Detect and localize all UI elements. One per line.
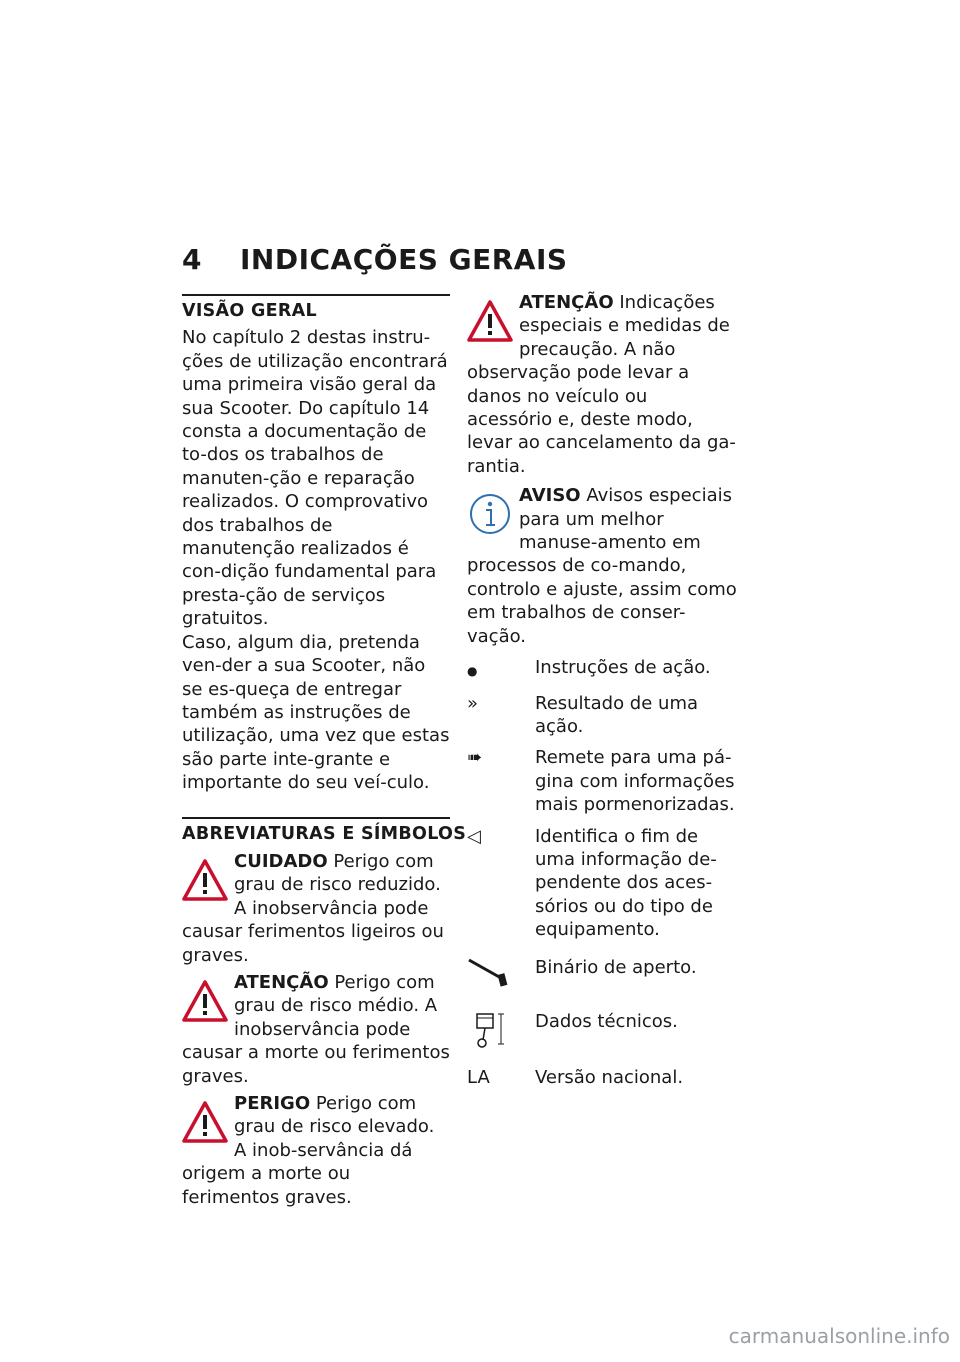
overview-paragraph-2: Caso, algum dia, pretenda ven-der a sua Scooter, não se es-queça de entregar também as instruções de utilização, uma vez que estas são parte inte-grante e importante do seu veí-culo. — [182, 631, 450, 794]
symbol-text: Dados técnicos. — [535, 1010, 678, 1032]
danger-keyword: PERIGO — [234, 1093, 311, 1114]
section-title-abbreviations: ABREVIATURAS E SÍMBOLOS — [182, 817, 450, 846]
right-column — [467, 291, 737, 1090]
symbol-text: Binário de aperto. — [535, 956, 697, 978]
reference-arrow-icon: ➠ — [467, 747, 483, 769]
symbol-row-result — [467, 692, 737, 739]
attention-note — [467, 291, 737, 478]
attention-triangle-icon — [467, 299, 513, 343]
technical-data-icon — [467, 1010, 513, 1050]
notice-keyword: AVISO — [519, 485, 581, 507]
attention-warning — [182, 971, 450, 1088]
symbol-text: Versão nacional. — [535, 1067, 684, 1089]
attention-note-text: Indicações especiais e medidas de precaução. A não observação pode levar a danos no veículo ou acessório e, deste modo, levar ao cancelamento da ga-rantia. — [467, 292, 736, 477]
symbol-row-end — [467, 825, 737, 942]
symbol-text: Instruções de ação. — [535, 657, 711, 679]
caution-keyword: CUIDADO — [234, 850, 328, 872]
overview-paragraph-1: No capítulo 2 destas instru-ções de utilização encontrará uma primeira visão geral da sua Scooter. Do capítulo 14 consta a documentação de to-dos os trabalhos de manuten-ção e reparação realizados. O comprovativo dos trabalhos de manutenção realizados é con-dição fundamental para presta-ção de serviços gratuitos. — [182, 327, 448, 630]
caution-warning — [182, 850, 450, 967]
danger-text: Perigo com grau de risco elevado. A inob-servância dá origem a morte ou ferimentos graves. — [182, 1093, 435, 1208]
symbol-row-reference — [467, 746, 737, 816]
end-marker-icon: ◁ — [467, 825, 481, 847]
torque-wrench-icon — [467, 956, 513, 990]
attention-text: Perigo com grau de risco médio. A inobservância pode causar a morte ou ferimentos graves. — [182, 971, 450, 1087]
symbol-row-bullet — [467, 656, 737, 683]
bullet-icon: ● — [467, 664, 478, 679]
footer-watermark: carmanualsonline.info — [728, 1324, 950, 1348]
chapter-heading — [182, 243, 568, 276]
info-icon — [467, 492, 513, 536]
result-arrow-icon: » — [467, 692, 479, 714]
danger-triangle-icon — [182, 1100, 228, 1144]
attention-keyword: ATENÇÃO — [234, 971, 329, 993]
section-title-overview: VISÃO GERAL — [182, 294, 450, 323]
caution-triangle-icon — [182, 858, 228, 902]
symbol-text: Identifica o fim de uma informação de-pendente dos aces-sórios ou do tipo de equipamento. — [535, 825, 717, 941]
notice-text: Avisos especiais para um melhor manuse-amento em processos de co-mando, controlo e ajuste, assim como em trabalhos de conser-vação. — [467, 485, 737, 647]
attention-note-keyword: ATENÇÃO — [519, 292, 614, 313]
left-column — [182, 294, 467, 1209]
chapter-number: 4 — [182, 243, 202, 276]
symbol-row-national — [467, 1066, 737, 1089]
chapter-title: INDICAÇÕES GERAIS — [240, 243, 568, 276]
notice-note — [467, 484, 737, 648]
national-version-label: LA — [467, 1067, 490, 1089]
symbol-row-torque — [467, 956, 737, 996]
symbols-list — [467, 656, 737, 1090]
symbol-row-technical — [467, 1010, 737, 1056]
symbol-text: Resultado de uma ação. — [535, 692, 699, 737]
attention-triangle-icon — [182, 979, 228, 1023]
caution-text: Perigo com grau de risco reduzido. A inobservância pode causar ferimentos ligeiros ou graves. — [182, 850, 444, 966]
symbol-text: Remete para uma pá-gina com informações mais pormenorizadas. — [535, 747, 735, 816]
danger-warning — [182, 1092, 450, 1209]
